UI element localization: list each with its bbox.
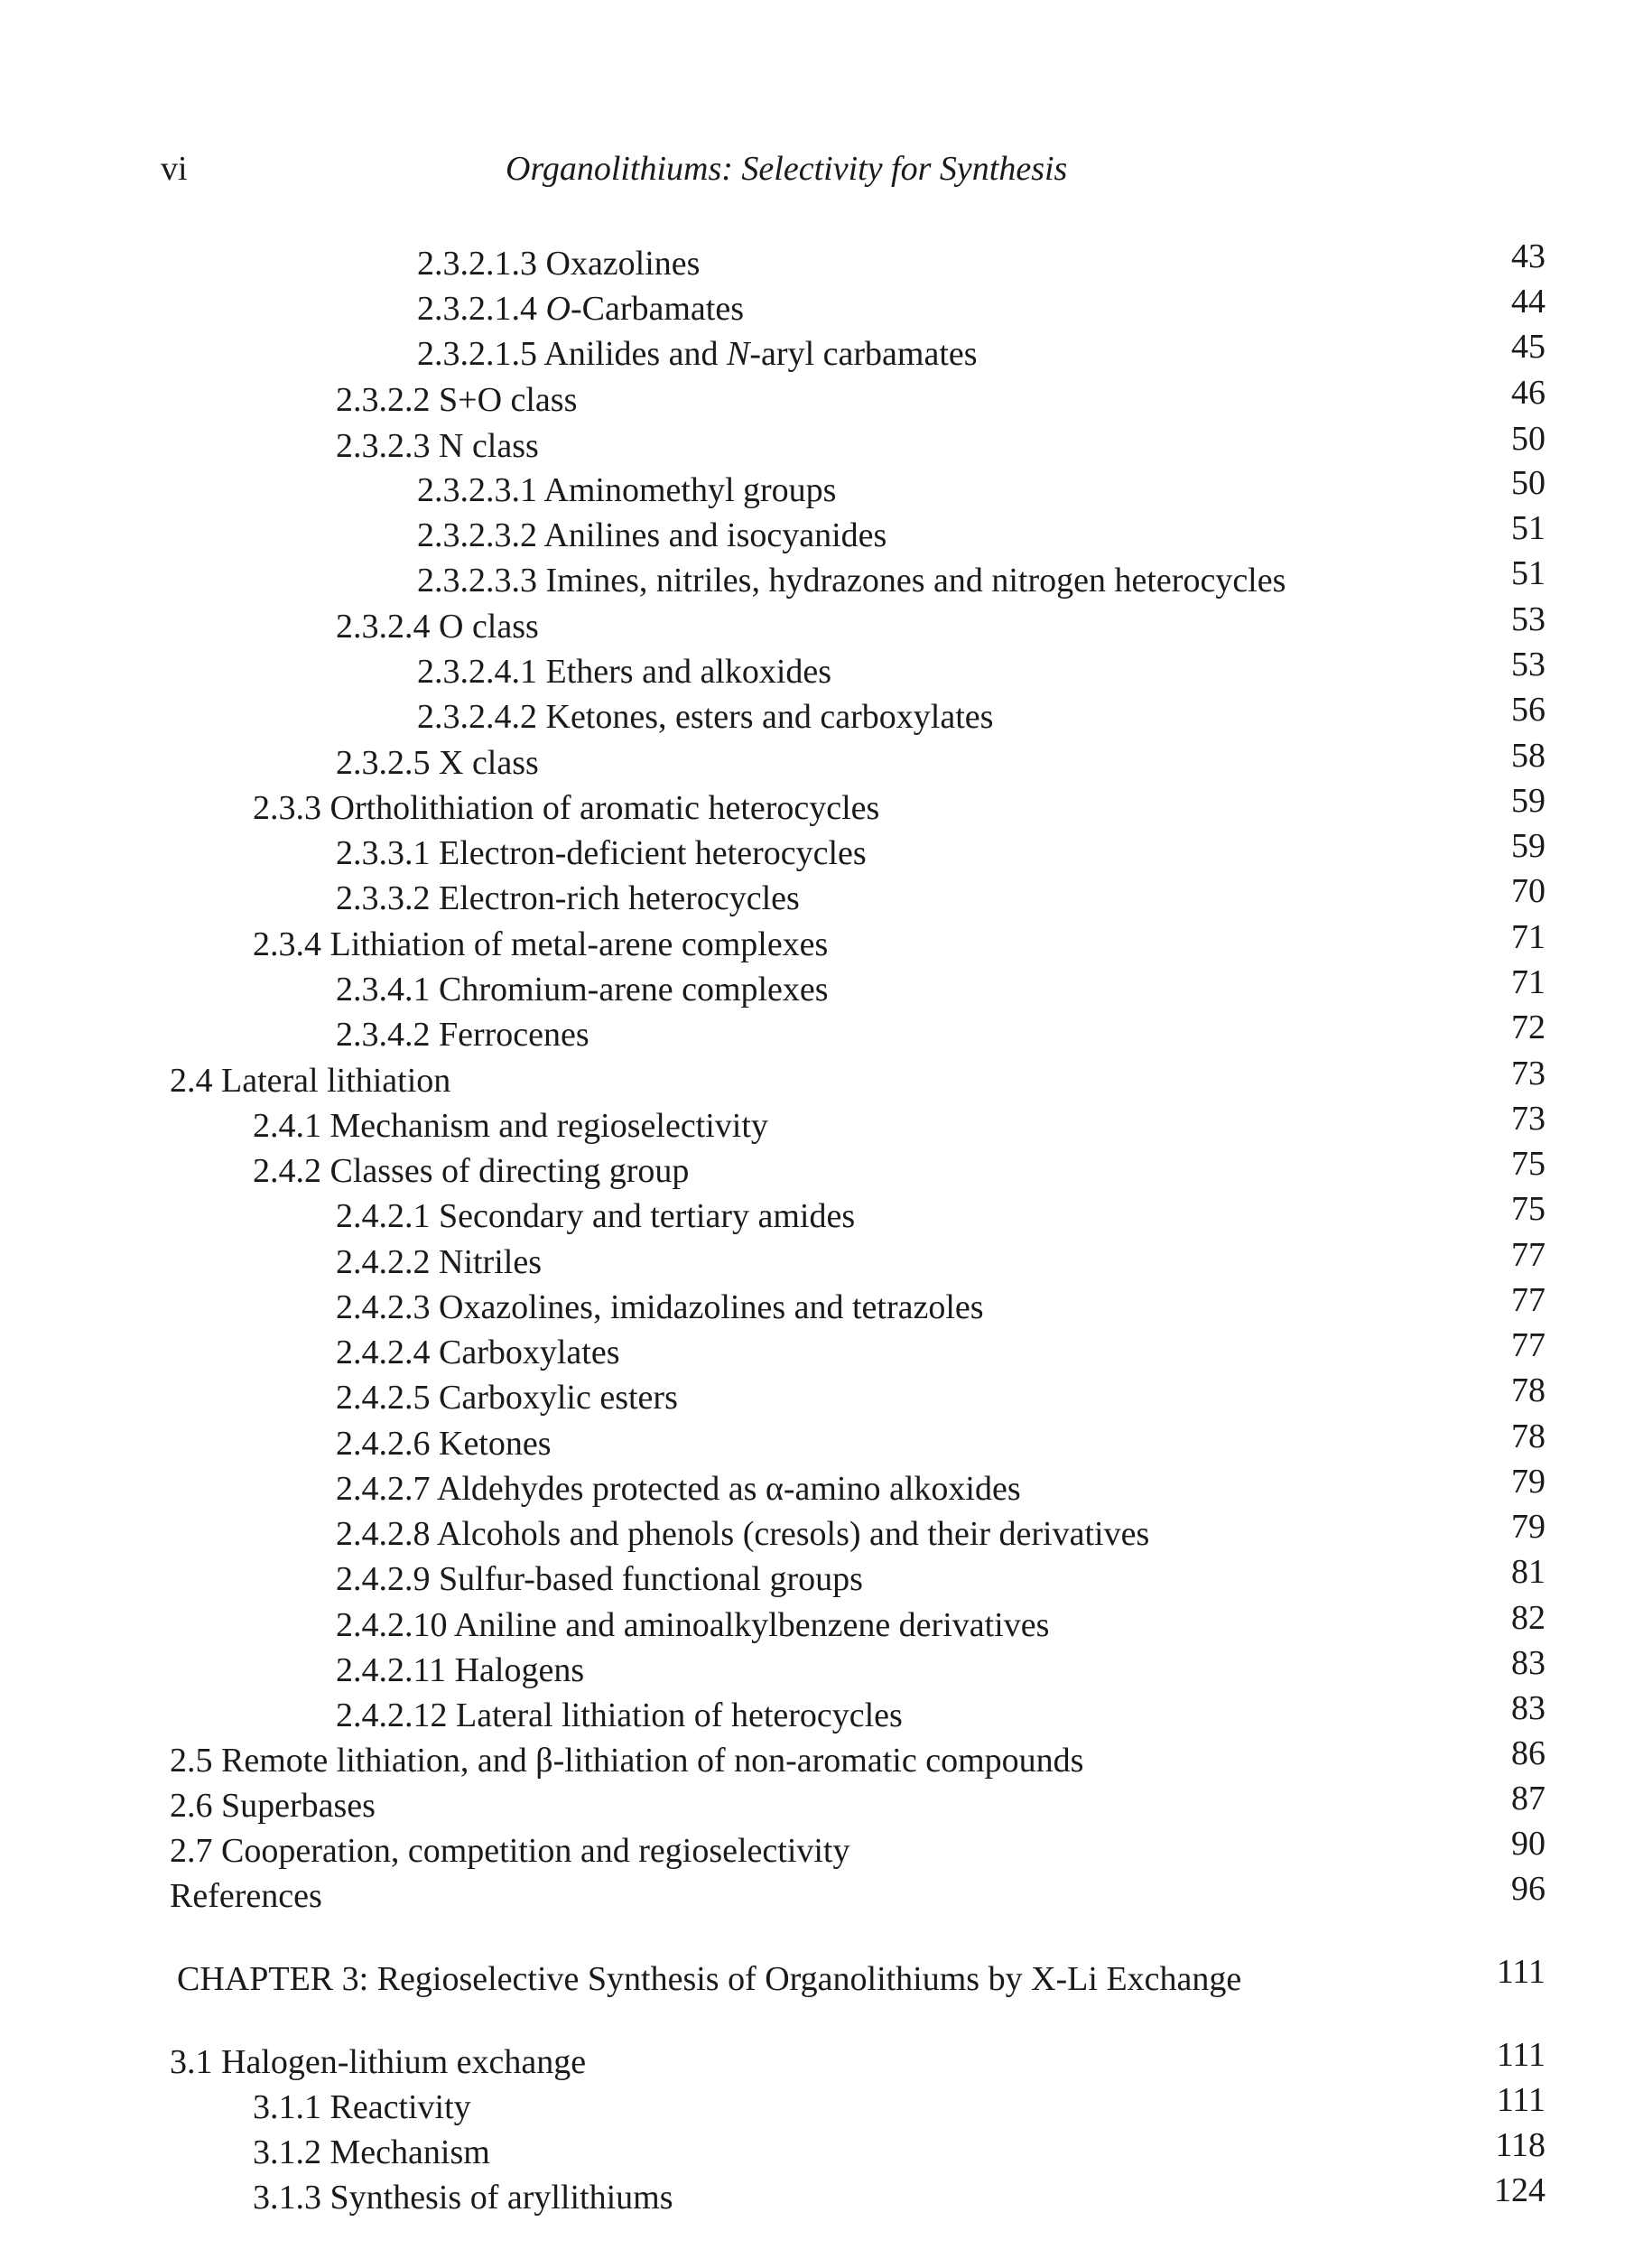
- toc-entry-page-number: 86: [1511, 1734, 1546, 1772]
- toc-entry-page-number: 50: [1511, 420, 1546, 458]
- toc-entry-title: 2.3.2.1.5 Anilides and N-aryl carbamates: [417, 335, 978, 373]
- toc-entry: [0, 1145, 1643, 1194]
- toc-entry-page-number: 75: [1511, 1145, 1546, 1183]
- toc-entry: [0, 737, 1643, 786]
- toc-entry-title: 3.1 Halogen-lithium exchange: [170, 2043, 587, 2081]
- toc-entry-page-number: 73: [1511, 1100, 1546, 1138]
- toc-entry: [0, 1463, 1643, 1512]
- toc-entry-title: 2.3.3.1 Electron-deficient heterocycles: [336, 834, 867, 872]
- toc-entry-title: 2.6 Superbases: [170, 1787, 376, 1825]
- toc-entry-title: 2.3.2.4.2 Ketones, esters and carboxylates: [417, 698, 994, 736]
- toc-entry-title: 2.4.2.6 Ketones: [336, 1425, 552, 1463]
- toc-entry: [0, 1644, 1643, 1694]
- toc-entry-title: 2.3.3.2 Electron-rich heterocycles: [336, 879, 800, 917]
- toc-entry-title: 2.4.2.12 Lateral lithiation of heterocycles: [336, 1696, 903, 1734]
- toc-entry-page-number: 71: [1511, 963, 1546, 1001]
- toc-entry: [0, 1418, 1643, 1467]
- toc-entry-page-number: 79: [1511, 1508, 1546, 1546]
- toc-entry: [0, 1236, 1643, 1286]
- toc-entry: [0, 646, 1643, 695]
- toc-entry-page-number: 59: [1511, 827, 1546, 865]
- toc-entry: [0, 2081, 1643, 2131]
- toc-entry-title: 2.4.2.5 Carboxylic esters: [336, 1379, 678, 1417]
- toc-entry: [0, 1100, 1643, 1149]
- toc-entry-title: 2.3.2.4.1 Ethers and alkoxides: [417, 653, 832, 691]
- toc-entry: [0, 1780, 1643, 1829]
- toc-entry-title: 2.3.2.1.4 O-Carbamates: [417, 290, 744, 328]
- toc-entry-page-number: 124: [1494, 2171, 1546, 2209]
- toc-entry-page-number: 111: [1496, 2081, 1546, 2119]
- toc-entry-page-number: 77: [1511, 1281, 1546, 1319]
- toc-entry: [0, 1009, 1643, 1058]
- toc-entry-page-number: 78: [1511, 1371, 1546, 1409]
- toc-entry: [0, 509, 1643, 559]
- toc-entry: [0, 827, 1643, 877]
- toc-entry-title: 2.4.2.8 Alcohols and phenols (cresols) and their derivatives: [336, 1515, 1150, 1553]
- toc-entry: [0, 918, 1643, 968]
- toc-entry: [0, 782, 1643, 832]
- toc-entry-page-number: 82: [1511, 1599, 1546, 1637]
- toc-entry-page-number: 53: [1511, 600, 1546, 638]
- toc-entry-title: 2.4.2.11 Halogens: [336, 1651, 585, 1689]
- toc-entry-title: 3.1.1 Reactivity: [253, 2088, 471, 2126]
- toc-entry-page-number: 70: [1511, 872, 1546, 910]
- toc-entry-title: 2.3.4 Lithiation of metal-arene complexes: [253, 925, 829, 963]
- toc-entry: [0, 1734, 1643, 1784]
- toc-entry-page-number: 46: [1511, 374, 1546, 412]
- toc-entry-title: 2.3.4.1 Chromium-arene complexes: [336, 971, 829, 1009]
- toc-entry: [0, 963, 1643, 1013]
- toc-entry-title: CHAPTER 3: Regioselective Synthesis of Organolithiums by X-Li Exchange: [177, 1960, 1242, 1998]
- toc-entry: [0, 420, 1643, 469]
- toc-entry-page-number: 72: [1511, 1009, 1546, 1046]
- toc-entry-title: 2.4.2.1 Secondary and tertiary amides: [336, 1197, 856, 1235]
- toc-entry: [0, 1055, 1643, 1104]
- toc-entry-title: 2.3.3 Ortholithiation of aromatic heterocycles: [253, 789, 880, 827]
- toc-entry-title: 2.4.2.2 Nitriles: [336, 1243, 542, 1281]
- toc-entry-page-number: 45: [1511, 328, 1546, 366]
- toc-entry: [0, 1599, 1643, 1649]
- toc-entry-page-number: 51: [1511, 509, 1546, 547]
- toc-entry-title: 2.4.2.10 Aniline and aminoalkylbenzene derivatives: [336, 1606, 1050, 1644]
- toc-entry-title: 2.3.2.3.2 Anilines and isocyanides: [417, 516, 887, 554]
- toc-entry-page-number: 83: [1511, 1644, 1546, 1682]
- toc-entry: [0, 2171, 1643, 2221]
- toc-entry-page-number: 77: [1511, 1326, 1546, 1364]
- toc-entry: [0, 2126, 1643, 2176]
- toc-entry-page-number: 50: [1511, 464, 1546, 502]
- toc-entry: [0, 237, 1643, 287]
- chapter-heading-row: [0, 1953, 1643, 2003]
- toc-entry: [0, 600, 1643, 650]
- toc-entry: [0, 872, 1643, 922]
- italic-atom-label: N: [727, 335, 750, 373]
- toc-entry-title: 3.1.2 Mechanism: [253, 2133, 490, 2171]
- toc-entry-page-number: 75: [1511, 1190, 1546, 1228]
- toc-entry-title: 2.3.2.2 S+O class: [336, 381, 578, 419]
- toc-entry: [0, 1190, 1643, 1240]
- toc-entry: [0, 283, 1643, 332]
- toc-entry: [0, 554, 1643, 604]
- toc-entry: [0, 464, 1643, 514]
- toc-entry-title: 2.7 Cooperation, competition and regioselectivity: [170, 1832, 850, 1870]
- toc-entry-page-number: 71: [1511, 918, 1546, 956]
- toc-entry: [0, 1508, 1643, 1557]
- toc-entry: [0, 1870, 1643, 1919]
- toc-entry-title: 2.3.2.3.1 Aminomethyl groups: [417, 471, 837, 509]
- page-number: vi: [161, 150, 188, 188]
- toc-entry-title: 2.4.2.9 Sulfur-based functional groups: [336, 1560, 863, 1598]
- toc-entry-title: 2.4.2.3 Oxazolines, imidazolines and tetrazoles: [336, 1288, 984, 1326]
- toc-entry-title: 2.3.4.2 Ferrocenes: [336, 1016, 589, 1054]
- toc-entry-title: 2.3.2.3 N class: [336, 427, 539, 465]
- toc-entry-page-number: 81: [1511, 1553, 1546, 1591]
- toc-entry-page-number: 58: [1511, 737, 1546, 775]
- toc-entry-page-number: 56: [1511, 691, 1546, 729]
- toc-entry-title: 2.3.2.5 X class: [336, 744, 539, 782]
- toc-entry-page-number: 53: [1511, 646, 1546, 683]
- toc-entry: [0, 1371, 1643, 1421]
- toc-entry: [0, 1825, 1643, 1874]
- toc-entry-page-number: 59: [1511, 782, 1546, 820]
- toc-entry-title: 2.4.2 Classes of directing group: [253, 1152, 690, 1190]
- toc-entry-page-number: 44: [1511, 283, 1546, 321]
- toc-entry-page-number: 111: [1496, 2036, 1546, 2074]
- toc-entry: [0, 1326, 1643, 1376]
- toc-entry-page-number: 79: [1511, 1463, 1546, 1501]
- toc-entry-page-number: 73: [1511, 1055, 1546, 1092]
- toc-entry-page-number: 83: [1511, 1689, 1546, 1727]
- toc-entry-page-number: 87: [1511, 1780, 1546, 1817]
- toc-entry-page-number: 111: [1496, 1953, 1546, 1991]
- toc-entry-page-number: 77: [1511, 1236, 1546, 1274]
- italic-atom-label: O: [545, 290, 571, 328]
- toc-entry-title: References: [170, 1877, 322, 1915]
- toc-entry: [0, 1281, 1643, 1331]
- toc-entry-title: 2.3.2.1.3 Oxazolines: [417, 245, 701, 283]
- toc-entry-title: 2.5 Remote lithiation, and β-lithiation of non-aromatic compounds: [170, 1742, 1084, 1780]
- toc-entry-title: 3.1.3 Synthesis of aryllithiums: [253, 2179, 673, 2217]
- toc-entry: [0, 691, 1643, 740]
- toc-entry-title: 2.4.1 Mechanism and regioselectivity: [253, 1107, 768, 1145]
- toc-entry: [0, 1689, 1643, 1739]
- toc-entry-page-number: 43: [1511, 237, 1546, 275]
- toc-entry-page-number: 51: [1511, 554, 1546, 592]
- toc-entry: [0, 328, 1643, 377]
- toc-entry-page-number: 78: [1511, 1418, 1546, 1455]
- toc-entry-title: 2.4.2.4 Carboxylates: [336, 1334, 620, 1371]
- page-header: [161, 149, 1560, 194]
- toc-entry: [0, 2036, 1643, 2086]
- toc-entry-title: 2.3.2.3.3 Imines, nitriles, hydrazones and nitrogen heterocycles: [417, 562, 1286, 600]
- toc-entry-page-number: 96: [1511, 1870, 1546, 1908]
- toc-entry-page-number: 118: [1495, 2126, 1546, 2164]
- running-title: Organolithiums: Selectivity for Synthesis: [506, 150, 1068, 188]
- toc-entry-title: 2.3.2.4 O class: [336, 608, 539, 646]
- toc-entry: [0, 1553, 1643, 1603]
- toc-entry-page-number: 90: [1511, 1825, 1546, 1863]
- toc-entry-title: 2.4 Lateral lithiation: [170, 1062, 451, 1100]
- toc-entry: [0, 374, 1643, 423]
- toc-entry-title: 2.4.2.7 Aldehydes protected as α-amino alkoxides: [336, 1470, 1021, 1508]
